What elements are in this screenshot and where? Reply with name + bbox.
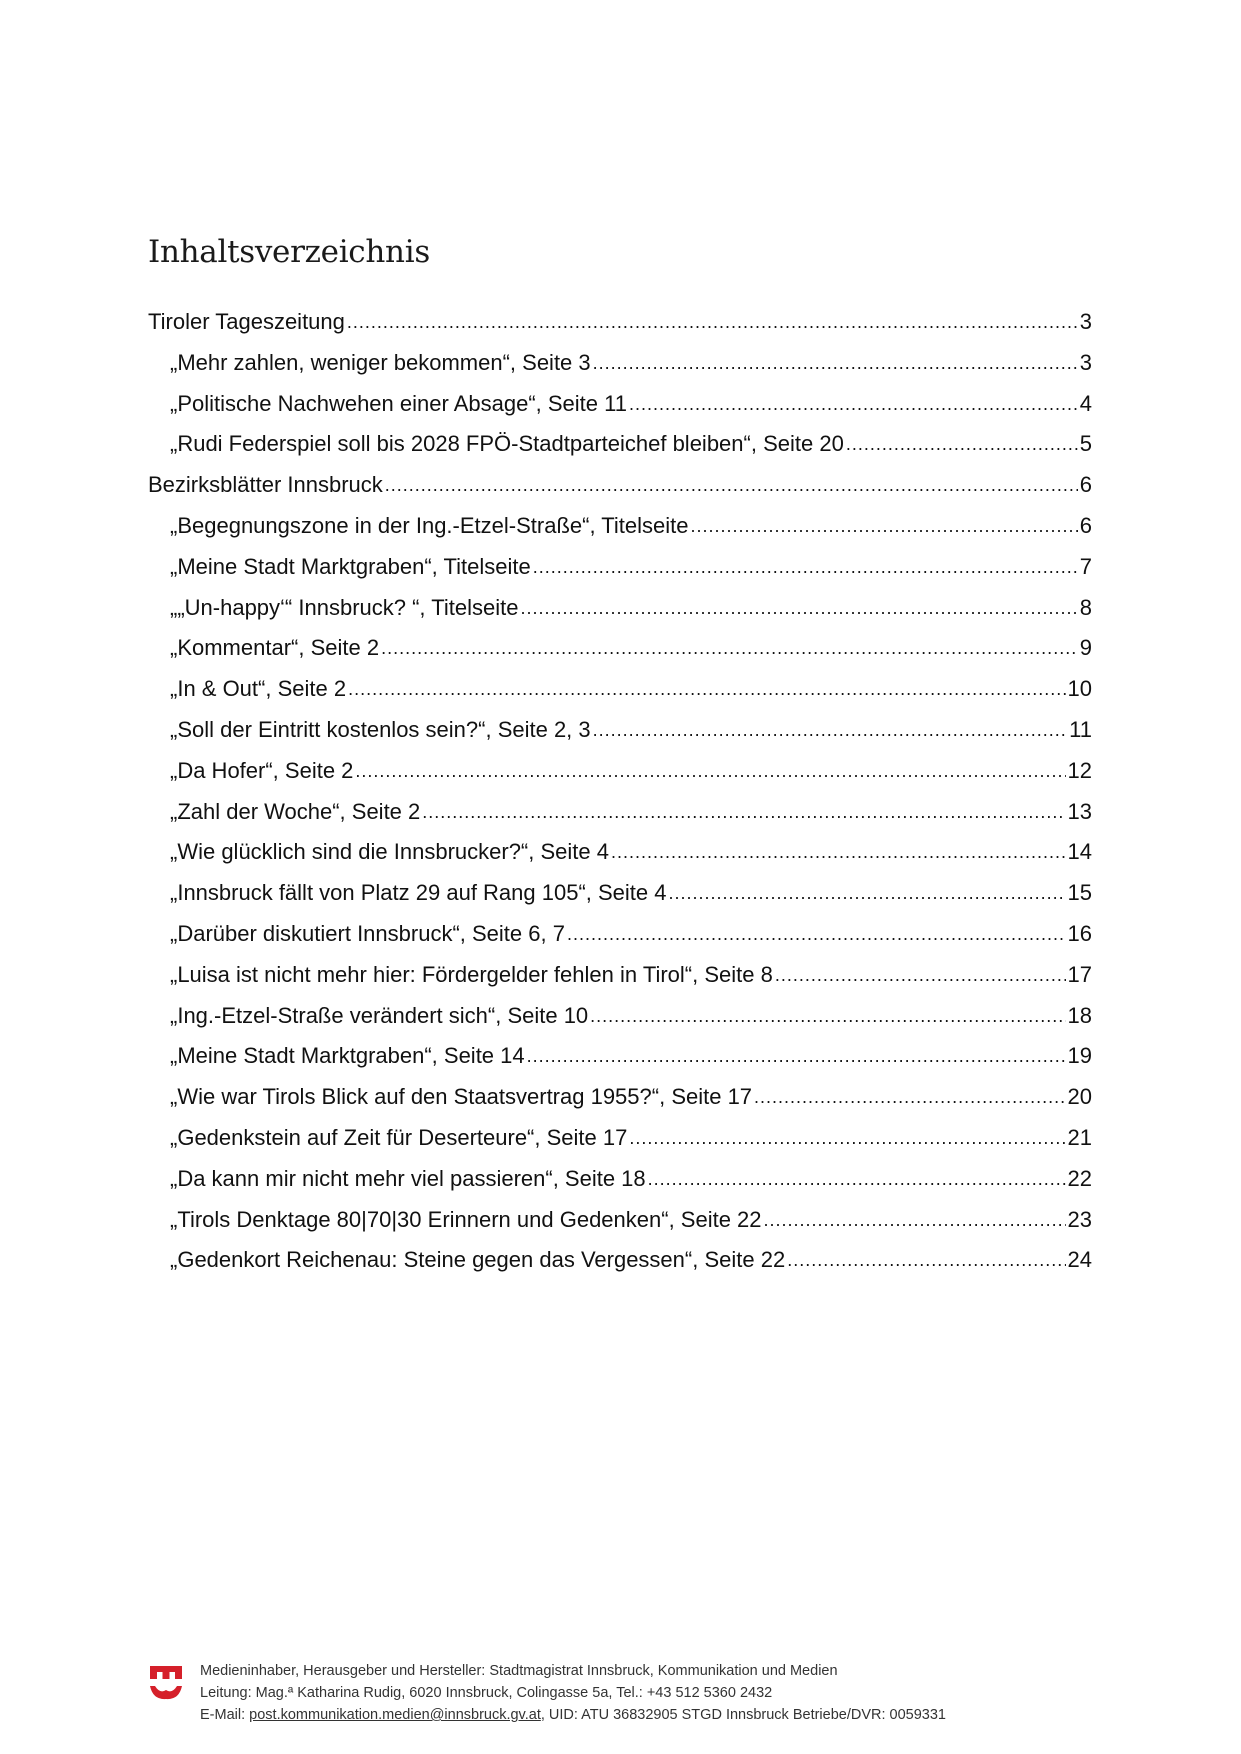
toc-entry-text: „Innsbruck fällt von Platz 29 auf Rang 105“, Seite 4	[170, 880, 667, 906]
toc-entry-text: „Meine Stadt Marktgraben“, Titelseite	[170, 553, 531, 579]
toc-leader	[593, 709, 1068, 751]
toc-entry-text: „Rudi Federspiel soll bis 2028 FPÖ-Stadtparteichef bleiben“, Seite 20	[170, 431, 844, 457]
toc-entry-text: Tiroler Tageszeitung	[148, 309, 345, 334]
toc-leader	[629, 1117, 1065, 1159]
toc-leader	[611, 831, 1066, 873]
toc-entry-text: „Politische Nachwehen einer Absage“, Seite 11	[170, 390, 627, 416]
toc-entry[interactable]	[148, 955, 1092, 996]
toc-entry[interactable]	[148, 424, 1092, 465]
footer-email-label: E-Mail:	[200, 1707, 250, 1723]
toc-page-number: 12	[1067, 757, 1092, 783]
toc-page-number: 4	[1079, 390, 1092, 416]
toc-page-number: 6	[1079, 472, 1092, 498]
toc-page-number: 20	[1067, 1084, 1092, 1110]
toc-leader	[348, 668, 1065, 710]
toc-entry-text: „Darüber diskutiert Innsbruck“, Seite 6, 7	[170, 920, 565, 946]
toc-entry[interactable]	[148, 302, 1092, 343]
toc-entry[interactable]	[148, 710, 1092, 751]
innsbruck-logo-icon	[150, 1664, 182, 1704]
toc-page-number: 18	[1067, 1002, 1092, 1028]
toc-leader	[669, 872, 1066, 914]
toc-entry[interactable]	[148, 1159, 1092, 1200]
footer-publisher: Medieninhaber, Herausgeber und Hersteller: Stadtmagistrat Innsbruck, Kommunikation und Medien	[200, 1663, 838, 1679]
toc-entry[interactable]	[148, 628, 1092, 669]
table-of-contents	[148, 302, 1092, 1281]
toc-entry[interactable]	[148, 1036, 1092, 1077]
toc-leader	[648, 1158, 1066, 1200]
toc-leader	[590, 995, 1065, 1037]
toc-leader	[593, 342, 1078, 384]
toc-entry[interactable]	[148, 1077, 1092, 1118]
toc-page-number: 8	[1079, 594, 1092, 620]
toc-entry[interactable]	[148, 1240, 1092, 1281]
toc-leader	[385, 464, 1078, 506]
toc-page-number: 10	[1067, 676, 1092, 702]
toc-entry-text: „Ing.-Etzel-Straße verändert sich“, Seite 10	[170, 1002, 589, 1028]
toc-page-number: 23	[1067, 1206, 1092, 1232]
footer-contact	[200, 1704, 946, 1726]
toc-entry[interactable]	[148, 588, 1092, 629]
footer-management: Leitung: Mag.ª Katharina Rudig, 6020 Innsbruck, Colingasse 5a, Tel.: +43 512 5360 2432	[200, 1685, 773, 1701]
toc-entry-text: „In & Out“, Seite 2	[170, 676, 347, 702]
toc-leader	[533, 546, 1078, 588]
toc-leader	[381, 627, 1078, 669]
toc-page-number: 7	[1079, 553, 1092, 579]
toc-entry[interactable]	[148, 873, 1092, 914]
toc-entry-text: „Wie war Tirols Blick auf den Staatsvertrag 1955?“, Seite 17	[170, 1084, 753, 1110]
footer-uid: , UID: ATU 36832905 STGD Innsbruck Betriebe/DVR: 0059331	[540, 1707, 946, 1723]
toc-entry-text: „Wie glücklich sind die Innsbrucker?“, Seite 4	[170, 839, 609, 865]
toc-entry[interactable]	[148, 547, 1092, 588]
toc-leader	[764, 1199, 1066, 1241]
toc-leader	[422, 791, 1065, 833]
toc-entry[interactable]	[148, 1200, 1092, 1241]
toc-leader	[787, 1239, 1065, 1281]
toc-page-number: 16	[1067, 920, 1092, 946]
toc-entry-text: „Tirols Denktage 80|70|30 Erinnern und Gedenken“, Seite 22	[170, 1206, 762, 1232]
toc-entry[interactable]	[148, 996, 1092, 1037]
toc-entry[interactable]	[148, 1118, 1092, 1159]
toc-entry-text: „Gedenkstein auf Zeit für Deserteure“, Seite 17	[170, 1124, 628, 1150]
toc-page-number: 5	[1079, 431, 1092, 457]
toc-entry-text: „Luisa ist nicht mehr hier: Fördergelder fehlen in Tirol“, Seite 8	[170, 961, 773, 987]
toc-page-number: 19	[1067, 1043, 1092, 1069]
footer-email-link[interactable]: post.kommunikation.medien@innsbruck.gv.at	[249, 1707, 541, 1723]
toc-entry[interactable]	[148, 751, 1092, 792]
toc-page-number: 11	[1069, 716, 1092, 742]
toc-entry-text: „Zahl der Woche“, Seite 2	[170, 798, 421, 824]
toc-entry-text: Bezirksblätter Innsbruck	[148, 472, 383, 498]
toc-page-number: 3	[1079, 309, 1092, 334]
toc-page-number: 9	[1079, 635, 1092, 661]
toc-leader	[629, 383, 1078, 425]
toc-entry-text: „Begegnungszone in der Ing.-Etzel-Straße“, Titelseite	[170, 512, 689, 538]
toc-entry-text: „Mehr zahlen, weniger bekommen“, Seite 3	[170, 349, 591, 375]
toc-page-number: 14	[1067, 839, 1092, 865]
toc-entry[interactable]	[148, 792, 1092, 833]
toc-leader	[355, 750, 1065, 792]
toc-page-number: 6	[1079, 512, 1092, 538]
toc-entry-text: „„Un-happy‘“ Innsbruck? “, Titelseite	[170, 594, 519, 620]
toc-leader	[775, 954, 1066, 996]
toc-leader	[691, 505, 1078, 547]
toc-entry[interactable]	[148, 669, 1092, 710]
toc-leader	[347, 301, 1078, 343]
toc-leader	[754, 1076, 1065, 1118]
toc-entry-text: „Meine Stadt Marktgraben“, Seite 14	[170, 1043, 525, 1069]
toc-leader	[846, 423, 1078, 465]
toc-leader	[527, 1035, 1066, 1077]
toc-entry-text: „Soll der Eintritt kostenlos sein?“, Seite 2, 3	[170, 716, 591, 742]
toc-page-number: 24	[1067, 1247, 1092, 1273]
toc-page-number: 13	[1067, 798, 1092, 824]
toc-page-number: 3	[1079, 349, 1092, 375]
footer-imprint	[200, 1660, 946, 1726]
toc-entry-text: „Da kann mir nicht mehr viel passieren“, Seite 18	[170, 1165, 646, 1191]
toc-entry[interactable]	[148, 465, 1092, 506]
toc-page-number: 17	[1067, 961, 1092, 987]
toc-entry[interactable]	[148, 832, 1092, 873]
toc-entry[interactable]	[148, 384, 1092, 425]
toc-page-number: 22	[1067, 1165, 1092, 1191]
toc-page-number: 21	[1067, 1124, 1092, 1150]
toc-entry-text: „Gedenkort Reichenau: Steine gegen das Vergessen“, Seite 22	[170, 1247, 786, 1273]
toc-entry[interactable]	[148, 506, 1092, 547]
toc-leader	[520, 587, 1077, 629]
toc-entry-text: „Da Hofer“, Seite 2	[170, 757, 354, 783]
toc-entry[interactable]	[148, 343, 1092, 384]
toc-entry-text: „Kommentar“, Seite 2	[170, 635, 380, 661]
toc-entry[interactable]	[148, 914, 1092, 955]
page-title: Inhaltsverzeichnis	[148, 234, 430, 270]
toc-page-number: 15	[1067, 880, 1092, 906]
toc-leader	[567, 913, 1066, 955]
